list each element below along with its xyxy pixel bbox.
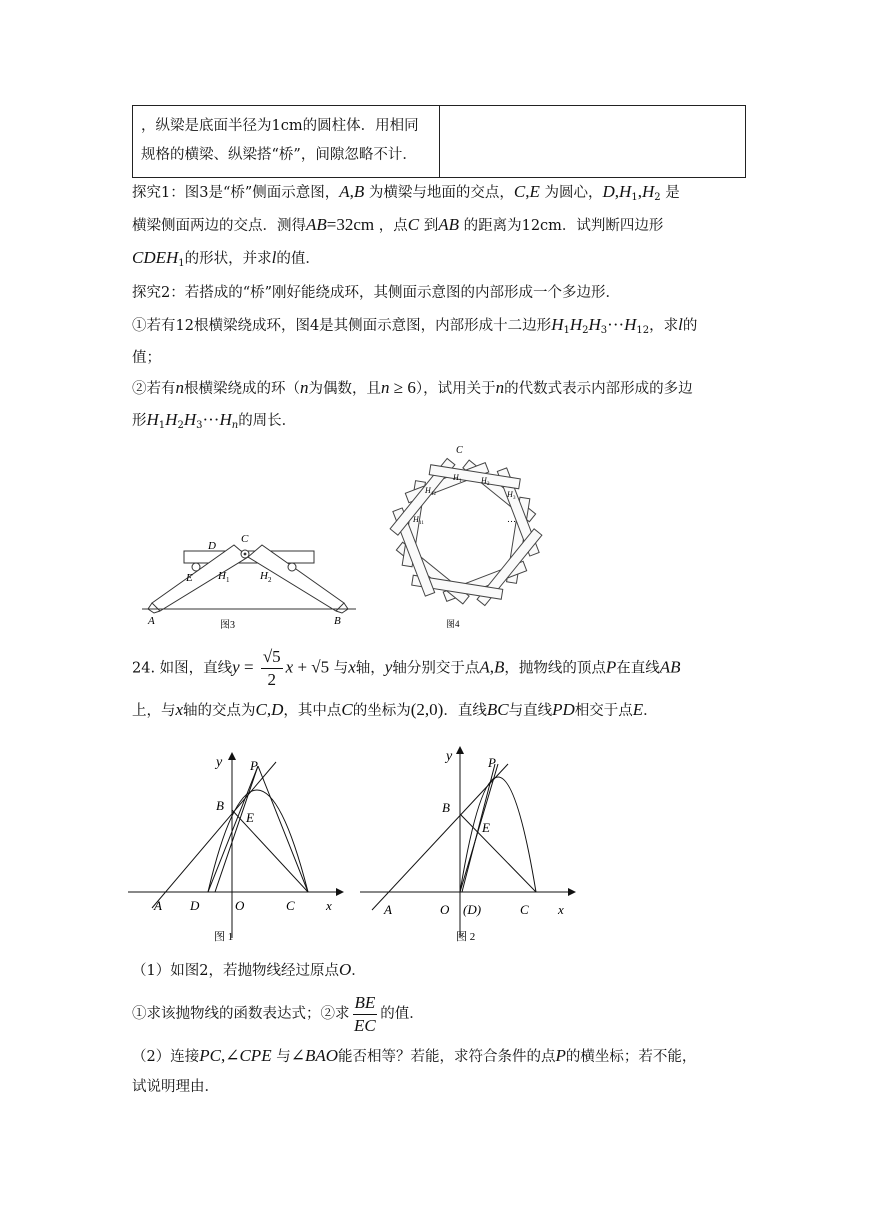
explore1-line2: 横梁侧面两边的交点．测得AB=32cm ，点C 到AB 的距离为12cm．试判断四边形 bbox=[132, 215, 664, 234]
q24-line1: 24. 如图，直线y = $\frac{√5}{2}$ x + √5 与x轴，y轴分别交于点A,B，抛物线的顶点P在直线AB bbox=[132, 647, 681, 689]
svg-text:1: 1 bbox=[226, 576, 230, 584]
svg-text:12: 12 bbox=[431, 492, 436, 497]
fig4-label-C: C bbox=[456, 445, 463, 456]
svg-text:A: A bbox=[384, 902, 392, 917]
continuation-table bbox=[132, 105, 746, 178]
graph2-caption: 图 2 bbox=[456, 931, 476, 943]
table-text-1: ，纵梁是底面半径为1cm的圆柱体．用相同 bbox=[141, 118, 419, 134]
svg-text:y: y bbox=[446, 749, 453, 764]
explore2-intro: 探究2：若搭成的“桥”刚好能绕成环，其侧面示意图的内部形成一个多边形． bbox=[132, 285, 621, 301]
fig3-label-B: B bbox=[334, 615, 341, 627]
svg-text:2: 2 bbox=[268, 576, 272, 584]
q24-line2: 上，与x轴的交点为C,D，其中点C的坐标为(2,0)．直线BC与直线PD相交于点E． bbox=[132, 700, 658, 719]
graph-2 bbox=[360, 742, 580, 948]
svg-text:E: E bbox=[246, 810, 254, 825]
svg-text:x: x bbox=[558, 902, 564, 917]
svg-text:x: x bbox=[326, 898, 332, 913]
fig4-dots: … bbox=[507, 514, 516, 524]
svg-text:O: O bbox=[440, 902, 450, 917]
explore2-q1: ①若有12根横梁绕成环，图4是其侧面示意图，内部形成十二边形$H_1H_2H_3\cdot\cdot\cdot H_{12}$，求l的 bbox=[132, 315, 698, 336]
svg-text:C: C bbox=[286, 898, 295, 913]
svg-text:P: P bbox=[488, 755, 496, 770]
explore2-q2: ②若有n根横梁绕成的环（n为偶数，且n ≥ 6），试用关于n的代数式表示内部形成的多边 bbox=[132, 378, 693, 397]
svg-text:y: y bbox=[216, 755, 223, 770]
svg-text:2: 2 bbox=[487, 482, 490, 487]
fig3-label-H1: H bbox=[218, 570, 226, 582]
svg-text:A: A bbox=[154, 898, 162, 913]
fig4-label-H2: H bbox=[481, 476, 487, 485]
graph1-caption: 图 1 bbox=[214, 931, 234, 943]
fig4-label-H3: H bbox=[507, 490, 513, 499]
figure-3-bridge bbox=[138, 525, 360, 631]
explore1-line1: 探究1：图3是“桥”侧面示意图，A,B 为横梁与地面的交点，C,E 为圆心，$D,H_1,H_2$ 是 bbox=[132, 182, 680, 203]
svg-text:O: O bbox=[235, 898, 245, 913]
svg-text:B: B bbox=[216, 798, 224, 813]
fig3-label-A: A bbox=[148, 615, 155, 627]
svg-text:B: B bbox=[442, 800, 450, 815]
explore1-line3: $CDEH_1$的形状，并求l的值． bbox=[132, 248, 320, 269]
fig3-label-C: C bbox=[241, 533, 249, 545]
table-left-cell bbox=[133, 106, 440, 178]
q24-part2-end: 试说明理由． bbox=[132, 1079, 219, 1095]
fig3-label-H2: H bbox=[260, 570, 268, 582]
svg-text:P: P bbox=[250, 758, 258, 773]
table-right-cell bbox=[440, 106, 746, 178]
fig4-label-H1: H bbox=[453, 473, 459, 482]
explore2-q1-end: 值； bbox=[132, 350, 161, 366]
explore2-q2-end: 形$H_1H_2H_3\cdot\cdot\cdot H_n$的周长． bbox=[132, 410, 297, 431]
table-text-2: 规格的横梁、纵梁搭“桥”，间隙忽略不计． bbox=[141, 147, 417, 163]
figure-4-ring bbox=[380, 440, 560, 630]
fig4-label-H11: H bbox=[413, 515, 419, 524]
fig3-label-E: E bbox=[186, 572, 193, 584]
svg-text:11: 11 bbox=[419, 521, 424, 526]
svg-text:(D): (D) bbox=[463, 902, 482, 917]
q24-part2: （2）连接PC,∠CPE 与∠BAO能否相等？若能，求符合条件的点P的横坐标；若不能， bbox=[132, 1046, 697, 1065]
fig3-caption: 图3 bbox=[220, 620, 235, 631]
fig3-label-D: D bbox=[208, 540, 216, 552]
question-number: 24. bbox=[132, 660, 156, 677]
fraction-sqrt5-over-2: $\frac{√5}{2}$ bbox=[262, 647, 281, 689]
fig4-caption: 图4 bbox=[446, 619, 460, 629]
svg-text:3: 3 bbox=[513, 496, 516, 501]
fig4-label-H12: H bbox=[425, 486, 431, 495]
graph-1 bbox=[128, 748, 348, 948]
svg-text:D: D bbox=[190, 898, 200, 913]
svg-text:1: 1 bbox=[459, 479, 462, 484]
svg-text:E: E bbox=[482, 820, 490, 835]
q24-part1: （1）如图2，若抛物线经过原点O． bbox=[132, 960, 366, 979]
q24-part1-sub: ①求该抛物线的函数表达式；②求 $\frac{BE}{EC}$ 的值． bbox=[132, 992, 424, 1035]
fraction-BE-over-EC: $\frac{BE}{EC}$ bbox=[354, 992, 376, 1035]
svg-text:C: C bbox=[520, 902, 529, 917]
